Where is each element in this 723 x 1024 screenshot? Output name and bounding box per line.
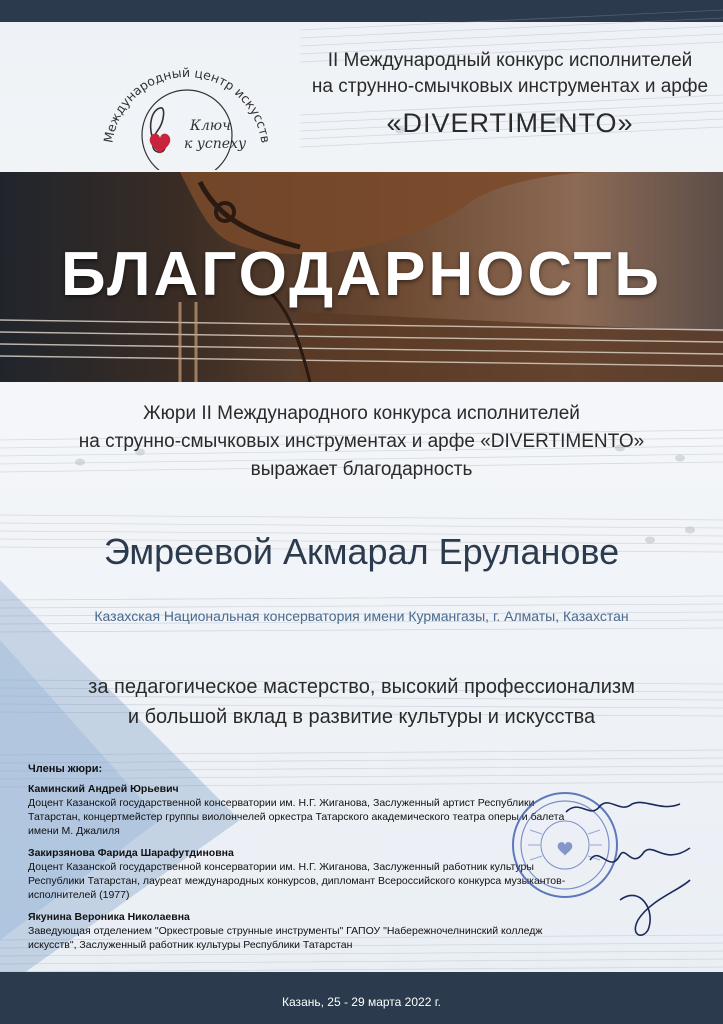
contest-line-1: II Международный конкурс исполнителей [327, 50, 693, 71]
banner-title: БЛАГОДАРНОСТЬ [61, 240, 662, 309]
jury-member-name: Якунина Вероника Николаевна [28, 911, 190, 923]
jury-member-desc: Доцент Казанской государственной консерватории им. Н.Г. Жиганова, Заслуженный артист Республики Татарстан, концертмейстер группы виолончелей оркестра Татарского академического театра оперы и балета имени М. Джалиля [28, 797, 565, 837]
reason-line-1: за педагогическое мастерство, высокий профессионализм [88, 676, 635, 698]
award-reason [40, 672, 683, 732]
jury-heading: Члены жюри: [28, 763, 103, 775]
jury-members [28, 762, 568, 960]
jury-member-desc: Заведующая отделением "Оркестровые струнные инструменты" ГАПОУ "Набережночелнинский колледж искусств", Заслуженный работник культуры Республики Татарстан [28, 925, 543, 951]
jury-statement-line-2: на струнно-смычковых инструментах и арфе «DIVERTIMENTO» [78, 431, 645, 452]
jury-member-name: Каминский Андрей Юрьевич [28, 783, 179, 795]
logo-script-line1: Ключ [190, 118, 231, 134]
jury-member-desc: Доцент Казанской государственной консерватории им. Н.Г. Жиганова, Заслуженный работник культуры Республики Татарстан, лауреат международных конкурсов, дипломант Всероссийского конкурса музыкантов-исполнителей (1977) [28, 861, 566, 901]
reason-line-2: и большой вклад в развитие культуры и искусства [127, 706, 596, 728]
jury-signatures [560, 790, 720, 950]
logo-arc-text: Международный центр искусств [100, 64, 274, 144]
place-and-date: Казань, 25 - 29 марта 2022 г. [282, 995, 441, 1009]
recipient-institution: Казахская Национальная консерватория имени Курмангазы, г. Алматы, Казахстан [94, 608, 629, 624]
jury-statement [40, 400, 683, 484]
logo-script-line2: к успеху [184, 136, 247, 152]
jury-member [28, 782, 568, 838]
jury-member [28, 846, 568, 902]
jury-member-name: Закирзянова Фарида Шарафутдиновна [28, 847, 234, 859]
jury-statement-line-1: Жюри II Международного конкурса исполнителей [143, 403, 580, 424]
contest-line-2: на струнно-смычковых инструментах и арфе [311, 76, 709, 97]
contest-line-3: «DIVERTIMENTO» [386, 108, 634, 138]
recipient-name: Эмреевой Акмарал Еруланове [103, 531, 620, 572]
jury-member [28, 910, 568, 952]
logo-emblem [92, 30, 282, 170]
contest-title [300, 48, 720, 140]
jury-statement-line-3: выражает благодарность [250, 459, 473, 480]
